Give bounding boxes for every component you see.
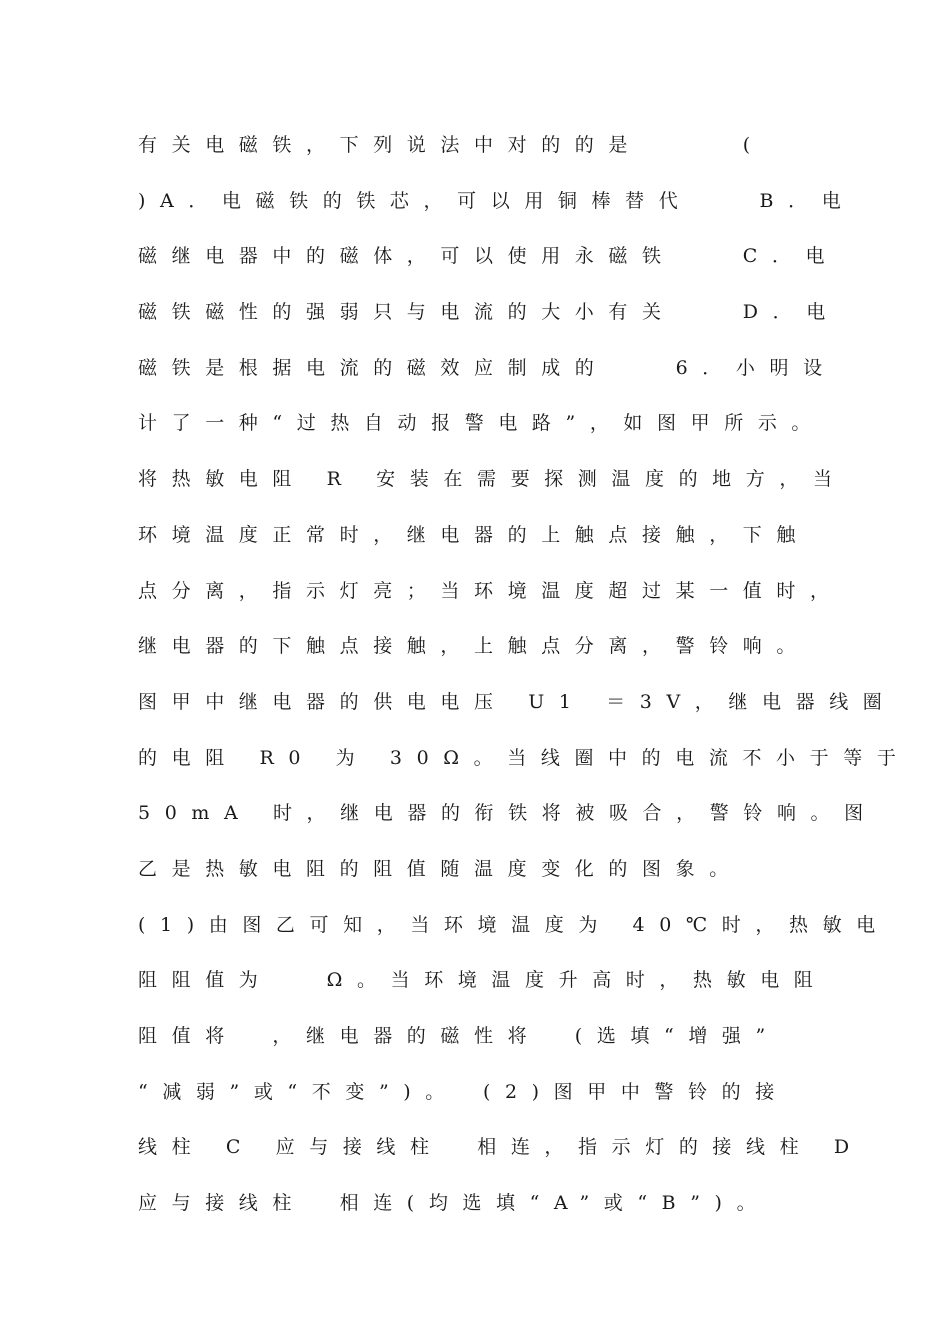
text-line: 计了一种“过热自动报警电路”，如图甲所示。: [138, 412, 826, 435]
text-line: 阻值将 ，继电器的磁性将 (选填“增强”: [138, 1025, 780, 1047]
text-line: 应与接线柱 相连(均选填“A”或“B”)。: [138, 1192, 771, 1215]
text-line: 将热敏电阻 R 安装在需要探测温度的地方，当: [138, 468, 847, 491]
text-line: 继电器的下触点接触，上触点分离，警铃响。: [138, 635, 811, 658]
text-line: 磁继电器中的磁体，可以使用永磁铁 C．电: [138, 245, 840, 268]
text-line: (1)由图乙可知，当环境温度为 40℃时，热敏电: [138, 913, 890, 936]
text-line: 环境温度正常时，继电器的上触点接触，下触: [138, 523, 811, 546]
text-line: )A．电磁铁的铁芯，可以用铜棒替代 B．电: [138, 189, 856, 212]
text-line: 乙是热敏电阻的阻值随温度变化的图象。: [138, 857, 743, 880]
text-line: 阻阻值为 Ω。当环境温度升高时，热敏电阻: [138, 969, 828, 992]
text-line: 线柱 C 应与接线柱 相连，指示灯的接线柱 D: [138, 1136, 864, 1159]
question-text: [138, 118, 911, 1232]
text-line: 图甲中继电器的供电电压 U1 ＝3V，继电器线圈: [138, 690, 897, 713]
text-line: 的电阻 R0 为 30Ω。当线圈中的电流不小于等于: [138, 746, 911, 769]
text-line: 磁铁磁性的强弱只与电流的大小有关 D．电: [138, 301, 840, 324]
text-line: 磁铁是根据电流的磁效应制成的 6．小明设: [138, 356, 837, 379]
text-line: 有关电磁铁，下列说法中对的的是 (: [138, 134, 765, 156]
text-line: 50mA 时，继电器的衔铁将被吸合，警铃响。图: [138, 802, 878, 825]
text-line: “减弱”或“不变”)。 (2)图甲中警铃的接: [138, 1080, 789, 1103]
text-line: 点分离，指示灯亮；当环境温度超过某一值时，: [138, 579, 844, 602]
